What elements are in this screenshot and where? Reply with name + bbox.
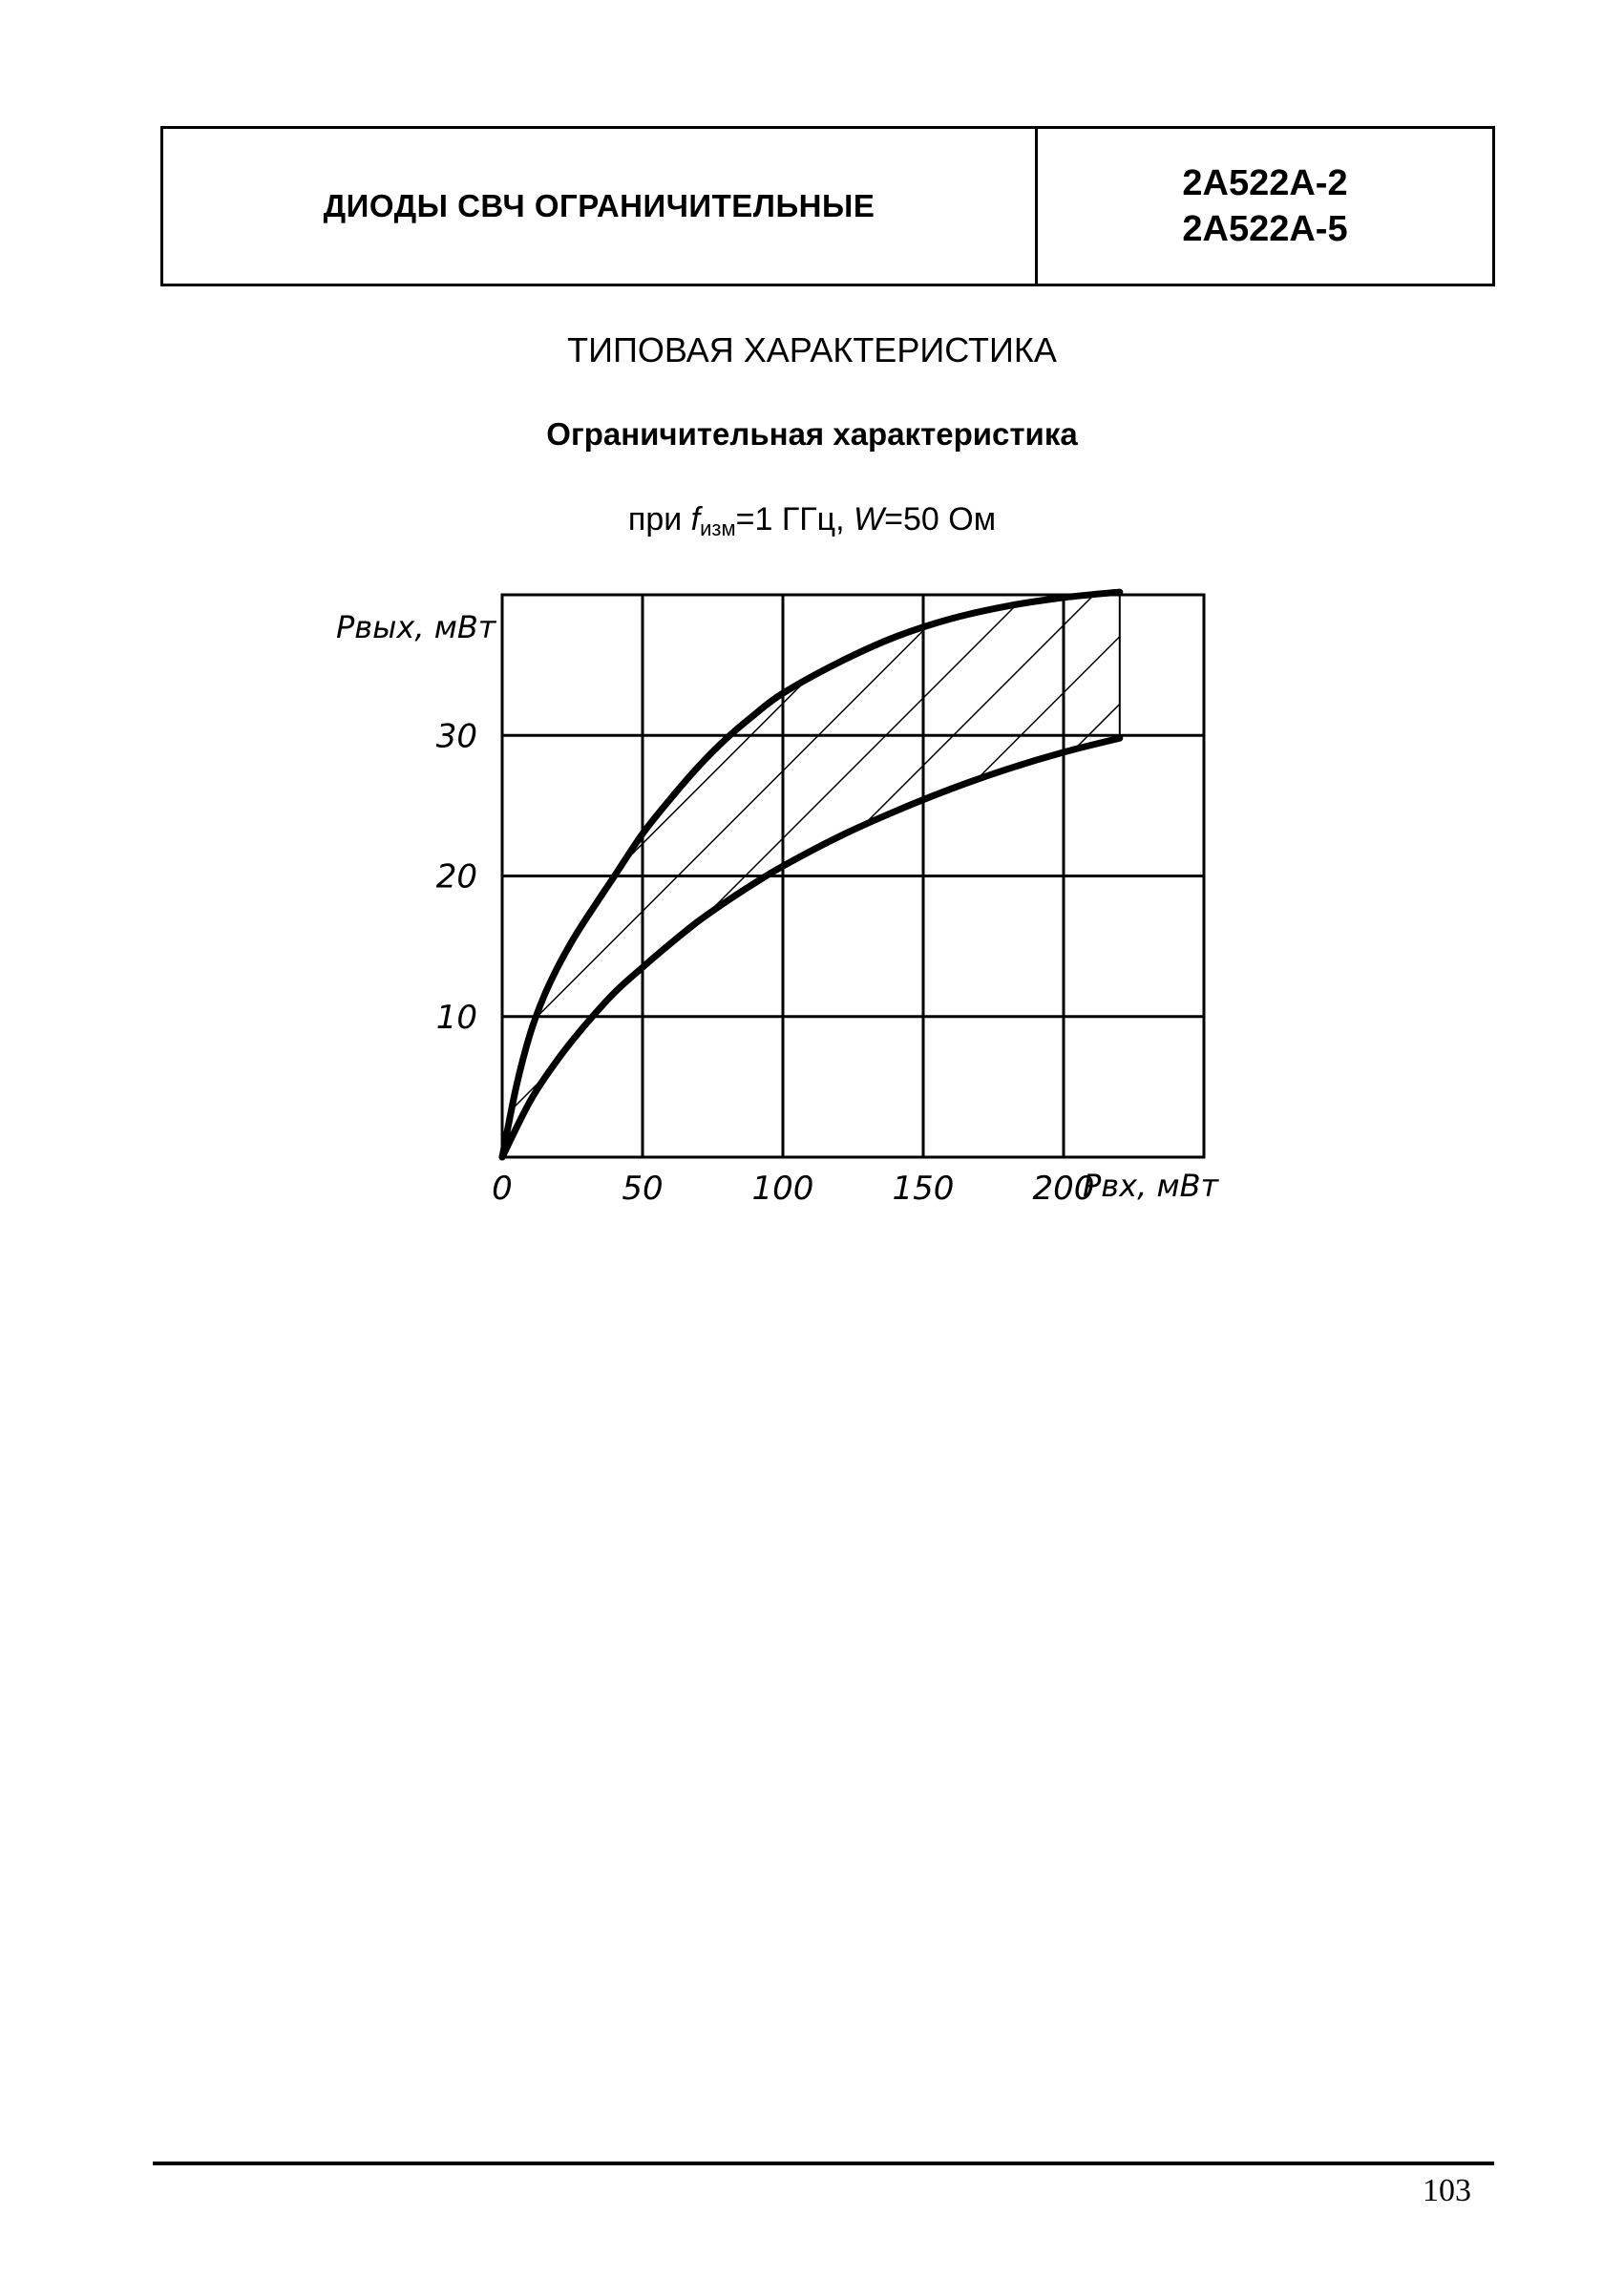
subtitle-w: W — [854, 501, 885, 538]
y-axis-label: Pвых, мВт — [336, 609, 496, 645]
x-tick-label: 200 — [1032, 1170, 1095, 1208]
subtitle-w-value: =50 Ом — [884, 501, 997, 538]
page-number: 103 — [1423, 2173, 1471, 2208]
x-tick-label: 100 — [751, 1170, 814, 1208]
x-tick-label: 50 — [622, 1170, 664, 1208]
section-title: ТИПОВАЯ ХАРАКТЕРИСТИКА — [567, 330, 1057, 369]
x-tick-label: 150 — [892, 1170, 955, 1208]
part-number: 2А522А-2 — [1182, 163, 1348, 203]
footer-rule — [153, 2162, 1494, 2165]
subtitle-prefix: при — [627, 501, 691, 538]
subtitle-f: f — [690, 501, 701, 538]
subtitle-f-sub: изм — [700, 517, 736, 540]
y-tick-label: 30 — [435, 717, 477, 756]
x-tick-label: 0 — [492, 1170, 513, 1208]
y-tick-label: 10 — [435, 998, 477, 1037]
chart-title: Ограничительная характеристика — [546, 416, 1078, 452]
part-number: 2А522А-5 — [1182, 209, 1348, 249]
subtitle-f-value: =1 ГГц, — [735, 501, 854, 538]
y-tick-label: 20 — [435, 857, 477, 896]
header-title: ДИОДЫ СВЧ ОГРАНИЧИТЕЛЬНЫЕ — [323, 188, 875, 223]
x-axis-label: Pвх, мВт — [1083, 1168, 1219, 1204]
